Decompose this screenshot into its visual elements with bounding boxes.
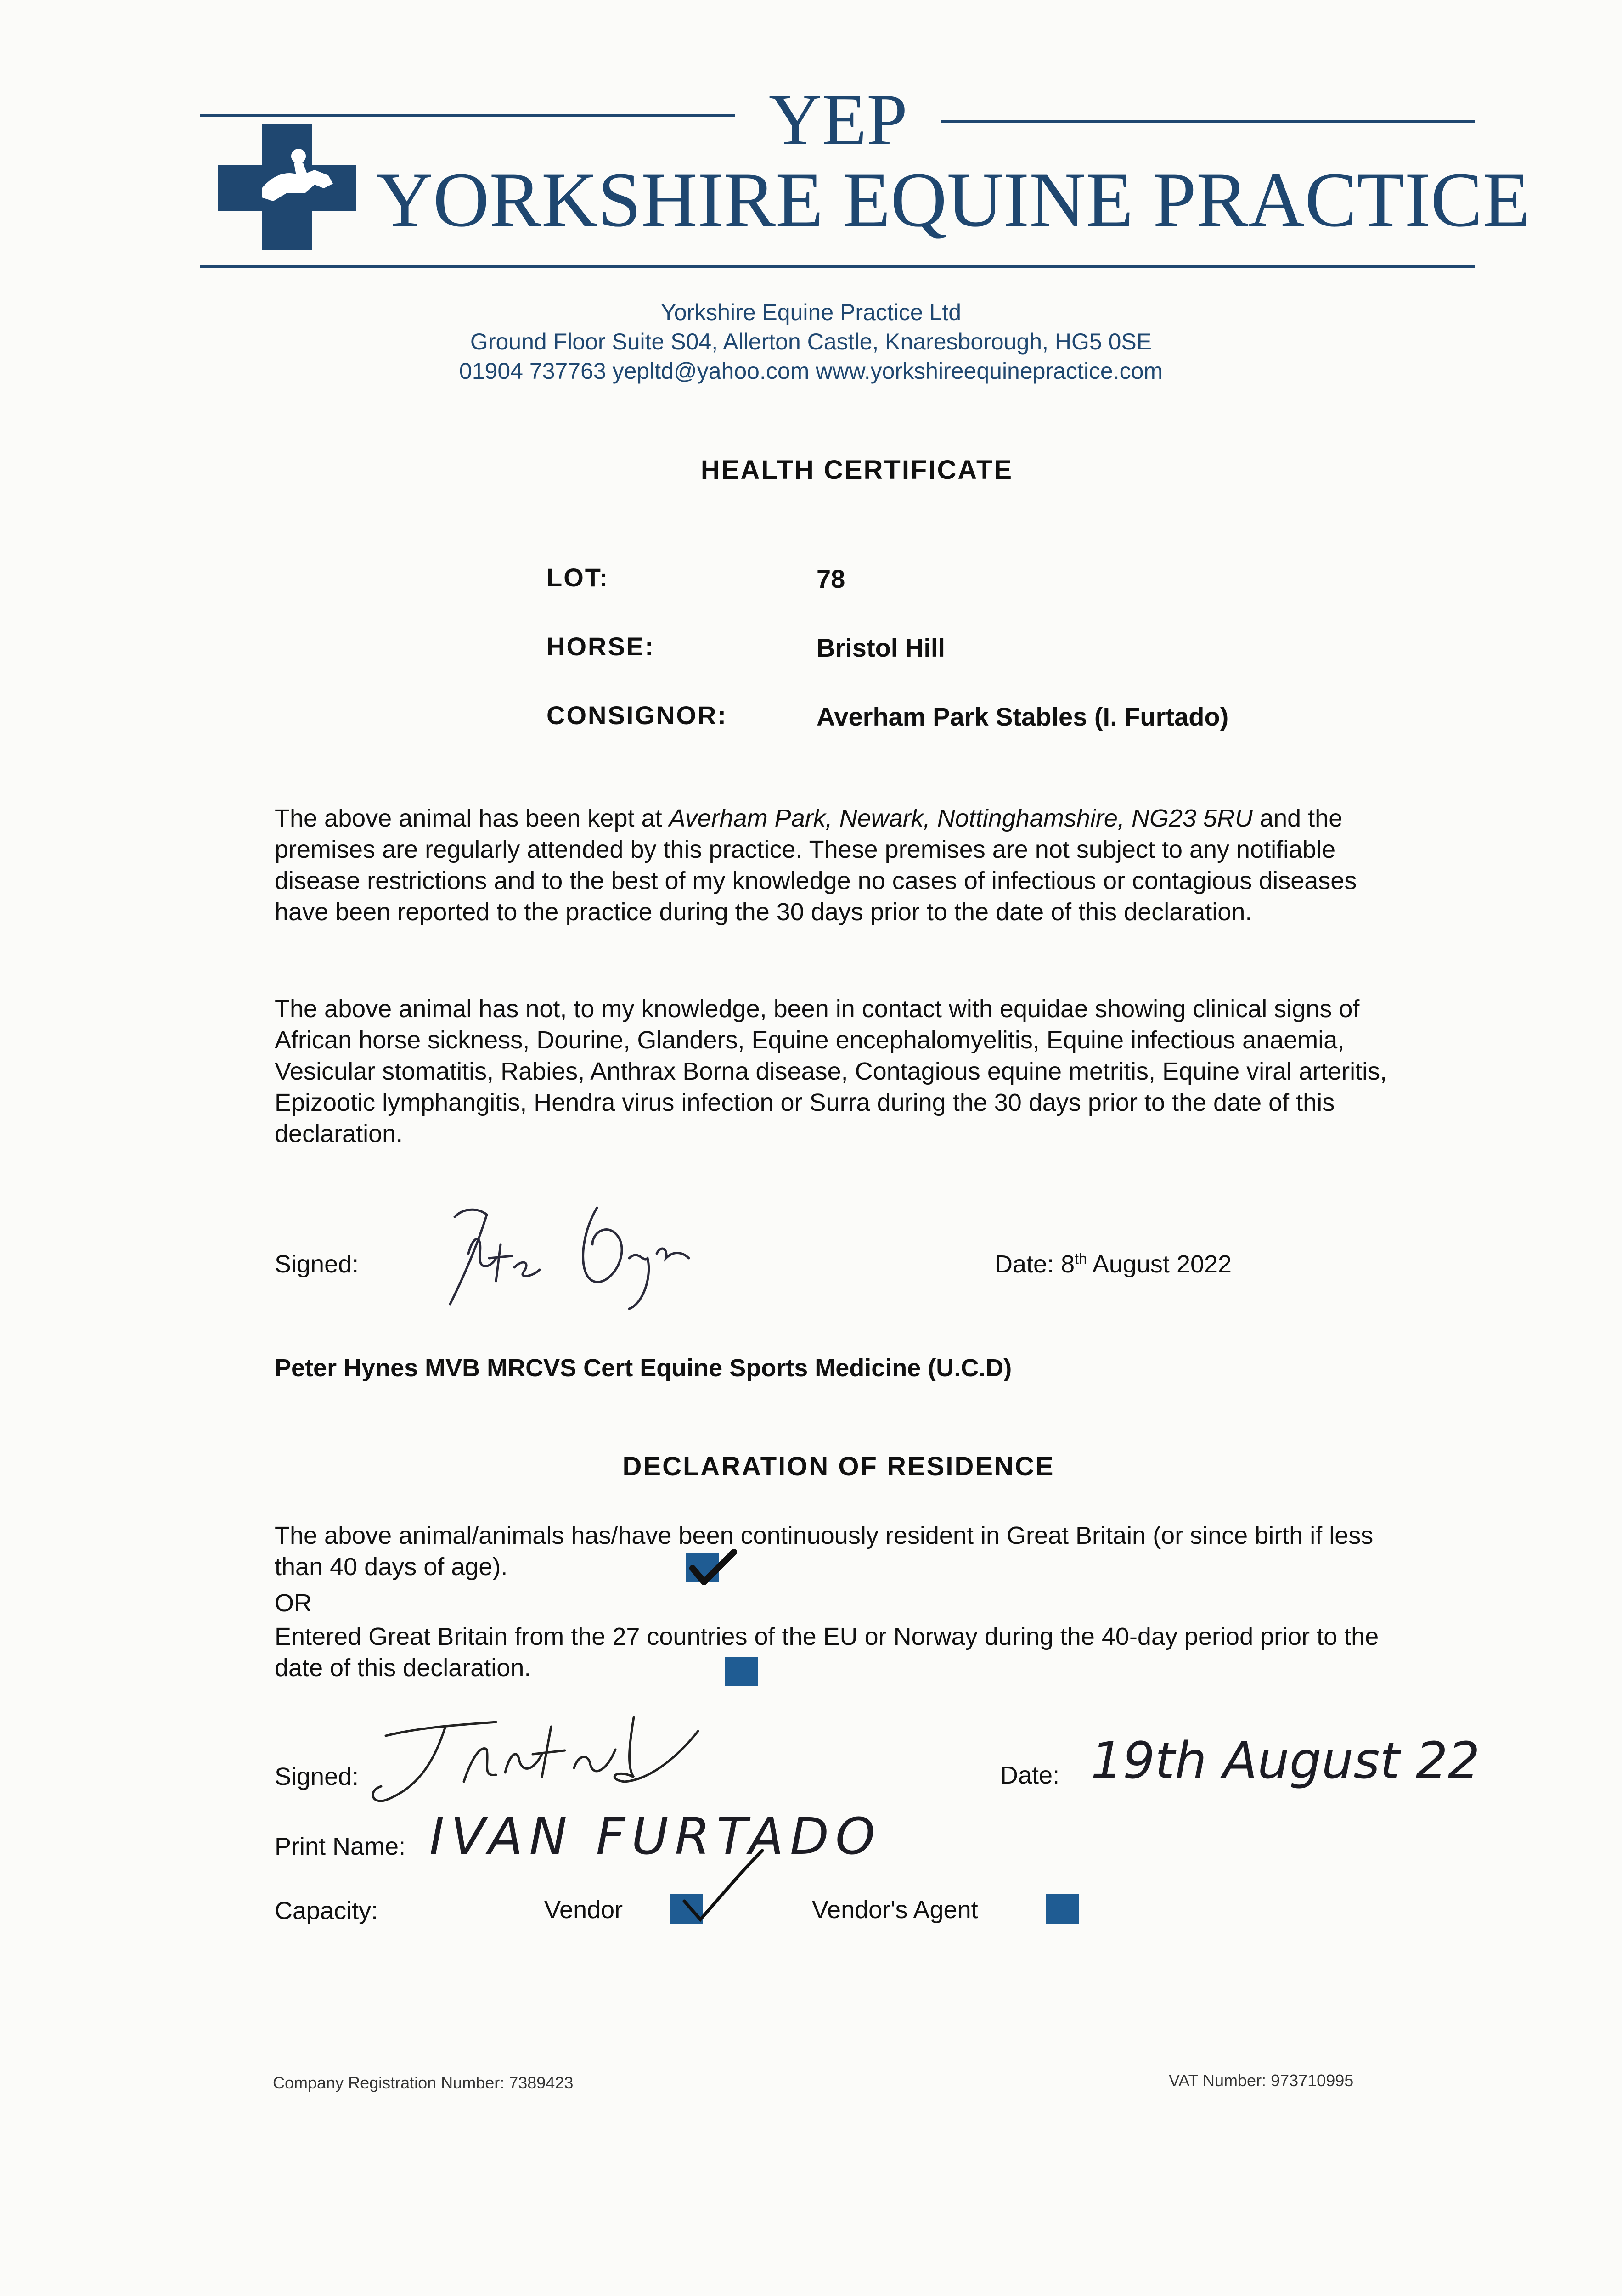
option-1-checkmark	[688, 1548, 738, 1589]
vat-number: VAT Number: 973710995	[1169, 2071, 1354, 2090]
owner-date-value: 19th August 22	[1091, 1731, 1480, 1790]
premises-paragraph	[275, 803, 1400, 928]
vet-date-label: Date: 8	[995, 1250, 1075, 1278]
lot-label: LOT:	[546, 563, 609, 592]
consignor-value: Averham Park Stables (I. Furtado)	[817, 702, 1229, 731]
print-name-value: IVAN FURTADO	[429, 1807, 882, 1866]
vet-date-rest: August 2022	[1087, 1250, 1232, 1278]
vendor-checkmark	[675, 1846, 767, 1933]
practice-name: YORKSHIRE EQUINE PRACTICE	[377, 157, 1531, 243]
premises-paragraph-start: The above animal has been kept at	[275, 805, 669, 832]
letterhead-bottom-rule	[200, 265, 1475, 268]
owner-signed-label: Signed:	[275, 1763, 359, 1790]
consignor-label: CONSIGNOR:	[546, 701, 727, 730]
print-name-label: Print Name:	[275, 1833, 406, 1860]
company-contact: 01904 737763 yepltd@yahoo.com www.yorkshireequinepractice.com	[459, 358, 1163, 384]
residence-option-2: Entered Great Britain from the 27 countries of the EU or Norway during the 40-day period prior to the date of this declaration.	[275, 1623, 1379, 1682]
letterhead-top-rule-right	[941, 120, 1475, 123]
practice-acronym: YEP	[768, 79, 908, 160]
premises-location: Averham Park, Newark, Nottinghamshire, NG23 5RU	[669, 805, 1253, 832]
vet-date-suffix: th	[1075, 1250, 1087, 1267]
premises-paragraph-end: and the premises are regularly attended by this practice. These premises are not subject to any notifiable disease restrictions and to the best of my knowledge no cases of infectious or contagious diseases have been reported to the practice during the 30 days prior to the date of this declaration.	[275, 805, 1357, 926]
capacity-label: Capacity:	[275, 1897, 378, 1925]
letterhead-top-rule-left	[200, 114, 735, 117]
vendor-label: Vendor	[544, 1896, 623, 1924]
horse-value: Bristol Hill	[817, 633, 946, 662]
vendors-agent-label: Vendor's Agent	[812, 1896, 978, 1924]
lot-value: 78	[817, 564, 845, 593]
residence-option-1: The above animal/animals has/have been continuously resident in Great Britain (or since birth if less than 40 days of age).	[275, 1522, 1374, 1581]
company-address: Ground Floor Suite S04, Allerton Castle, Knaresborough, HG5 0SE	[470, 329, 1152, 355]
vet-signed-label: Signed:	[275, 1250, 359, 1278]
disease-paragraph: The above animal has not, to my knowledge, been in contact with equidae showing clinical signs of African horse sickness, Dourine, Glanders, Equine encephalomyelitis, Equine infectious anaemia, Vesicular stomatitis, Rabies, Anthrax Borna disease, Contagious equine metritis, Equine viral arteritis, Epizootic lymphangitis, Hendra virus infection or Surra during the 30 days prior to the date of this declaration.	[275, 995, 1387, 1148]
option-2-checkbox[interactable]	[725, 1657, 758, 1686]
vet-signatory: Peter Hynes MVB MRCVS Cert Equine Sports Medicine (U.C.D)	[275, 1354, 1012, 1382]
horse-jockey-cross-icon	[218, 124, 356, 250]
vet-signature-date	[995, 1250, 1232, 1278]
owner-date-label: Date:	[1000, 1761, 1060, 1789]
health-certificate-title: HEALTH CERTIFICATE	[700, 455, 1014, 485]
company-name: Yorkshire Equine Practice Ltd	[660, 299, 962, 325]
residence-title: DECLARATION OF RESIDENCE	[622, 1452, 1055, 1481]
or-separator: OR	[275, 1589, 312, 1617]
vet-signature	[427, 1189, 721, 1318]
horse-label: HORSE:	[546, 632, 655, 661]
company-registration-number: Company Registration Number: 7389423	[273, 2073, 574, 2092]
owner-signature	[358, 1699, 707, 1814]
vendors-agent-checkbox[interactable]	[1046, 1894, 1079, 1924]
